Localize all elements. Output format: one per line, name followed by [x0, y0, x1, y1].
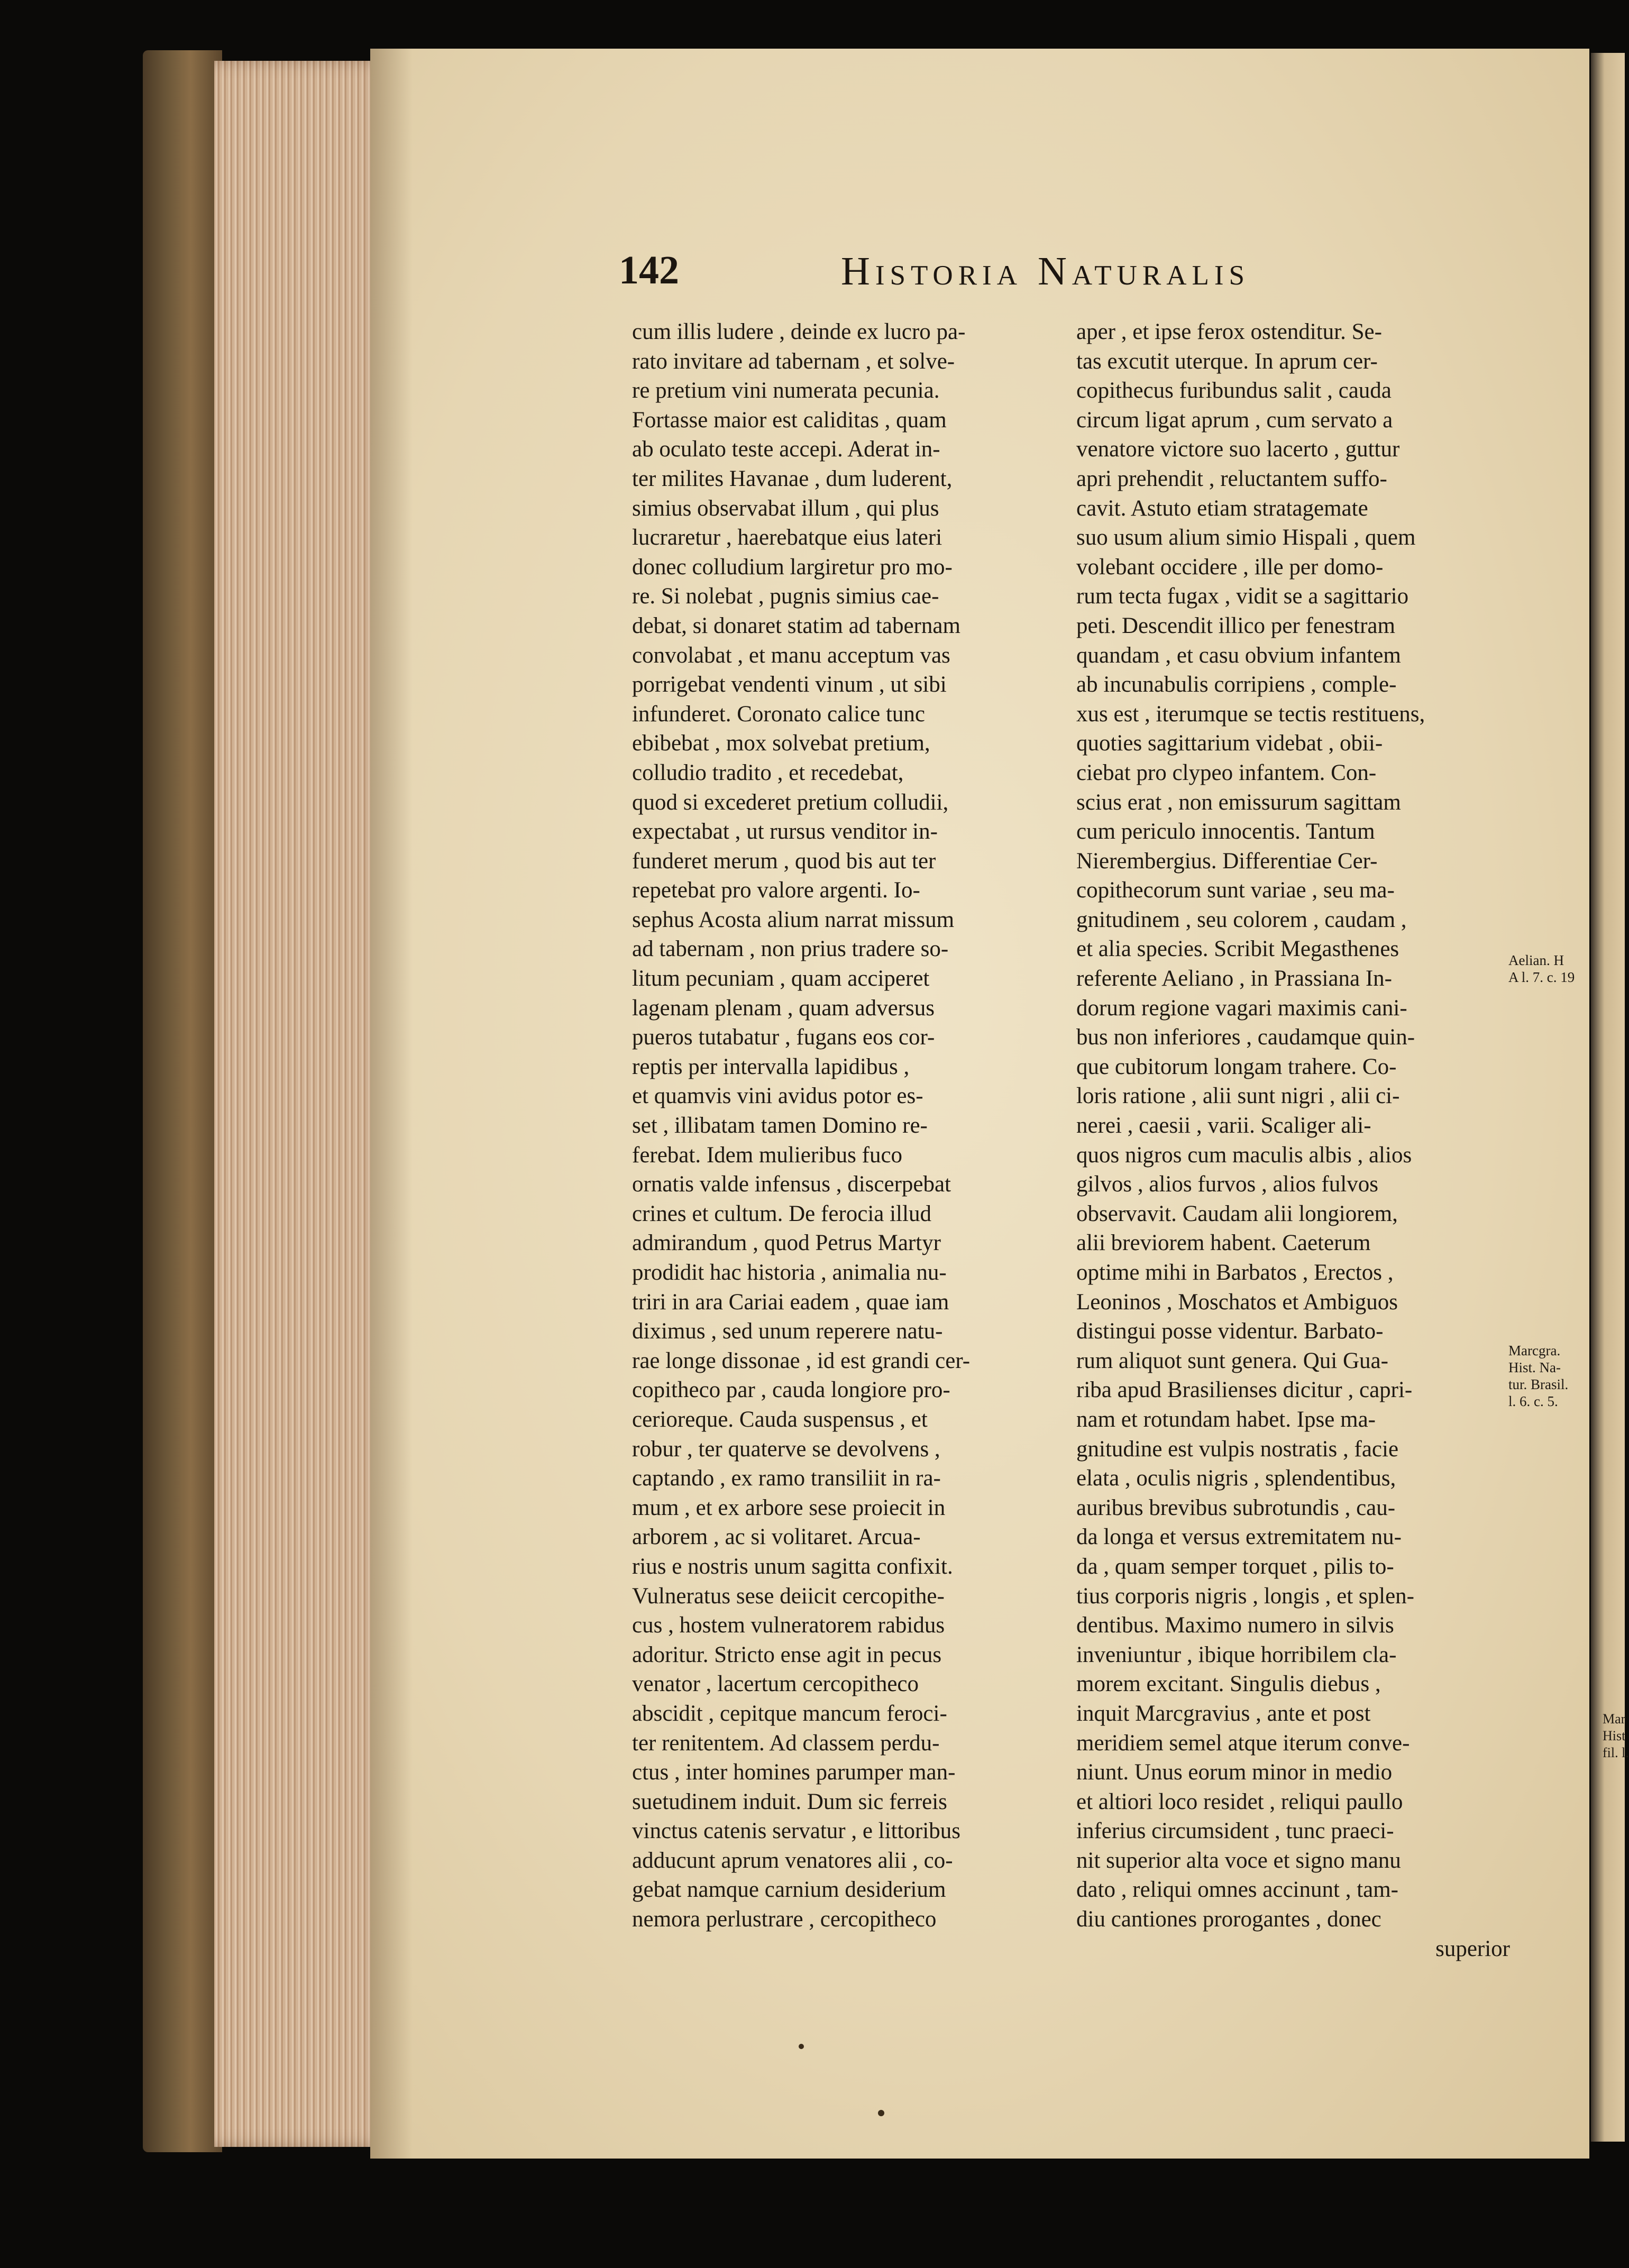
text-line: ebibebat , mox solvebat pretium,: [632, 731, 930, 756]
text-line: admirandum , quod Petrus Martyr: [632, 1231, 941, 1256]
text-line: sephus Acosta alium narrat missum: [632, 907, 955, 932]
catchword: superior: [1435, 1936, 1510, 1961]
text-line: rum aliquot sunt genera. Qui Gua-: [1076, 1348, 1388, 1373]
text-line: niunt. Unus eorum minor in medio: [1076, 1760, 1393, 1785]
text-line: distingui posse videntur. Barbato-: [1076, 1319, 1384, 1344]
text-line: ferebat. Idem mulieribus fuco: [632, 1142, 903, 1168]
text-line: colludio tradito , et recedebat,: [632, 760, 904, 785]
text-line: expectabat , ut rursus venditor in-: [632, 819, 938, 844]
left-column: [632, 317, 1071, 1934]
text-line: re. Si nolebat , pugnis simius cae-: [632, 584, 939, 609]
text-line: captando , ex ramo transiliit in ra-: [632, 1466, 941, 1491]
text-line: robur , ter quaterve se devolvens ,: [632, 1436, 940, 1462]
text-line: auribus brevibus subrotundis , cau-: [1076, 1495, 1396, 1520]
page-number: 142: [619, 248, 679, 292]
text-line: morem excitant. Singulis diebus ,: [1076, 1672, 1381, 1697]
margin-note-line: A l. 7. c. 19: [1508, 969, 1575, 985]
margin-note-edge: [1603, 1711, 1629, 1761]
margin-note-line: fil. l.: [1603, 1745, 1629, 1760]
text-line: aper , et ipse ferox ostenditur. Se-: [1076, 319, 1382, 344]
text-line: diu cantiones prorogantes , donec: [1076, 1907, 1381, 1932]
text-line: ornatis valde infensus , discerpebat: [632, 1172, 951, 1197]
text-line: lucraretur , haerebatque eius lateri: [632, 525, 942, 550]
text-line: observavit. Caudam alii longiorem,: [1076, 1201, 1398, 1226]
text-line: inveniuntur , ibique horribilem cla-: [1076, 1642, 1397, 1667]
text-line: Nierembergius. Differentiae Cer-: [1076, 848, 1378, 874]
running-head: Historia Naturalis: [841, 249, 1250, 293]
ink-spot: [878, 2110, 884, 2116]
text-line: pueros tutabatur , fugans eos cor-: [632, 1025, 935, 1050]
text-line: gilvos , alios furvos , alios fulvos: [1076, 1172, 1378, 1197]
text-line: donec colludium largiretur pro mo-: [632, 554, 953, 580]
text-line: peti. Descendit illico per fenestram: [1076, 613, 1395, 638]
text-line: bus non inferiores , caudamque quin-: [1076, 1025, 1415, 1050]
page-edges: [214, 61, 389, 2147]
text-line: circum ligat aprum , cum servato a: [1076, 407, 1393, 433]
text-line: ab incunabulis corripiens , comple-: [1076, 672, 1397, 697]
text-line: tius corporis nigris , longis , et splen-: [1076, 1583, 1414, 1609]
text-line: ciebat pro clypeo infantem. Con-: [1076, 760, 1377, 785]
text-line: et alia species. Scribit Megasthenes: [1076, 936, 1399, 962]
text-line: riba apud Brasilienses dicitur , capri-: [1076, 1378, 1413, 1403]
text-line: lagenam plenam , quam adversus: [632, 995, 935, 1021]
text-line: da , quam semper torquet , pilis to-: [1076, 1554, 1394, 1579]
text-line: inferius circumsident , tunc praeci-: [1076, 1819, 1394, 1844]
text-line: meridiem semel atque iterum conve-: [1076, 1730, 1410, 1756]
gutter-shadow: [370, 49, 413, 2159]
text-line: ctus , inter homines parumper man-: [632, 1760, 956, 1785]
text-line: loris ratione , alii sunt nigri , alii ci-: [1076, 1084, 1400, 1109]
next-page-edge: [1591, 53, 1625, 2142]
text-line: adoritur. Stricto ense agit in pecus: [632, 1642, 942, 1667]
text-line: copithecorum sunt variae , seu ma-: [1076, 878, 1395, 903]
text-line: cerioreque. Cauda suspensus , et: [632, 1407, 928, 1432]
text-line: re pretium vini numerata pecunia.: [632, 378, 940, 403]
text-line: Leoninos , Moschatos et Ambiguos: [1076, 1289, 1398, 1315]
right-column: [1076, 317, 1510, 1963]
text-line: cus , hostem vulneratorem rabidus: [632, 1613, 945, 1638]
text-line: quandam , et casu obvium infantem: [1076, 642, 1401, 668]
margin-note-line: Aelian. H: [1508, 952, 1564, 968]
text-line: et altiori loco residet , reliqui paullo: [1076, 1789, 1403, 1814]
text-line: xus est , iterumque se tectis restituens,: [1076, 701, 1425, 727]
text-line: debat, si donaret statim ad tabernam: [632, 613, 960, 638]
text-line: cavit. Astuto etiam stratagemate: [1076, 495, 1368, 521]
text-line: nemora perlustrare , cercopitheco: [632, 1907, 937, 1932]
text-line: Fortasse maior est caliditas , quam: [632, 407, 947, 433]
text-line: repetebat pro valore argenti. Io-: [632, 878, 920, 903]
text-line: ad tabernam , non prius tradere so-: [632, 936, 949, 962]
text-line: ab oculato teste accepi. Aderat in-: [632, 437, 940, 462]
text-line: gebat namque carnium desiderium: [632, 1877, 946, 1903]
margin-note-aelian: [1508, 952, 1575, 986]
text-line: tas excutit uterque. In aprum cer-: [1076, 348, 1378, 374]
margin-note-line: Mar: [1603, 1711, 1626, 1727]
text-line: mum , et ex arbore sese proiecit in: [632, 1495, 946, 1520]
text-line: quos nigros cum maculis albis , alios: [1076, 1142, 1412, 1168]
text-line: suetudinem induit. Dum sic ferreis: [632, 1789, 947, 1814]
text-line: dorum regione vagari maximis cani-: [1076, 995, 1407, 1021]
text-line: venator , lacertum cercopitheco: [632, 1672, 919, 1697]
text-line: ter renitentem. Ad classem perdu-: [632, 1730, 940, 1756]
text-line: apri prehendit , reluctantem suffo-: [1076, 466, 1387, 491]
text-line: et quamvis vini avidus potor es-: [632, 1084, 923, 1109]
text-line: reptis per intervalla lapidibus ,: [632, 1054, 910, 1079]
text-line: rius e nostris unum sagitta confixit.: [632, 1554, 953, 1579]
margin-note-line: Hist: [1603, 1728, 1626, 1743]
text-line: copithecus furibundus salit , cauda: [1076, 378, 1392, 403]
text-line: nam et rotundam habet. Ipse ma-: [1076, 1407, 1376, 1432]
text-line: dato , reliqui omnes accinunt , tam-: [1076, 1877, 1398, 1903]
text-line: nerei , caesii , varii. Scaliger ali-: [1076, 1113, 1371, 1138]
text-line: convolabat , et manu acceptum vas: [632, 642, 950, 668]
text-line: porrigebat vendenti vinum , ut sibi: [632, 672, 947, 697]
text-line: diximus , sed unum reperere natu-: [632, 1319, 943, 1344]
text-line: gnitudine est vulpis nostratis , facie: [1076, 1436, 1399, 1462]
text-line: simius observabat illum , qui plus: [632, 495, 939, 521]
margin-note-marcgrav: [1508, 1342, 1568, 1410]
book-spine: [143, 50, 222, 2152]
text-line: alii breviorem habent. Caeterum: [1076, 1231, 1371, 1256]
margin-note-line: l. 6. c. 5.: [1508, 1393, 1558, 1409]
text-line: litum pecuniam , quam acciperet: [632, 966, 930, 991]
text-line: vinctus catenis servatur , e littoribus: [632, 1819, 960, 1844]
margin-note-line: Hist. Na-: [1508, 1360, 1561, 1375]
text-line: quod si excederet pretium colludii,: [632, 789, 949, 815]
text-line: cum periculo innocentis. Tantum: [1076, 819, 1375, 844]
text-line: arborem , ac si volitaret. Arcua-: [632, 1525, 921, 1550]
text-line: rae longe dissonae , id est grandi cer-: [632, 1348, 971, 1373]
text-line: cum illis ludere , deinde ex lucro pa-: [632, 319, 966, 344]
ink-spot: [799, 2044, 804, 2049]
margin-note-line: tur. Brasil.: [1508, 1376, 1569, 1392]
text-line: volebant occidere , ille per domo-: [1076, 554, 1384, 580]
text-line: elata , oculis nigris , splendentibus,: [1076, 1466, 1396, 1491]
text-line: crines et cultum. De ferocia illud: [632, 1201, 931, 1226]
text-line: referente Aeliano , in Prassiana In-: [1076, 966, 1392, 991]
text-line: abscidit , cepitque mancum feroci-: [632, 1701, 947, 1726]
text-line: scius erat , non emissurum sagittam: [1076, 789, 1401, 815]
text-line: dentibus. Maximo numero in silvis: [1076, 1613, 1394, 1638]
margin-note-line: Marcgra.: [1508, 1343, 1561, 1358]
text-line: optime mihi in Barbatos , Erectos ,: [1076, 1260, 1394, 1285]
text-line: rum tecta fugax , vidit se a sagittario: [1076, 584, 1409, 609]
text-line: quoties sagittarium videbat , obii-: [1076, 731, 1383, 756]
text-line: que cubitorum longam trahere. Co-: [1076, 1054, 1397, 1079]
text-line: copitheco par , cauda longiore pro-: [632, 1378, 950, 1403]
text-line: gnitudinem , seu colorem , caudam ,: [1076, 907, 1407, 932]
text-line: da longa et versus extremitatem nu-: [1076, 1525, 1402, 1550]
text-line: funderet merum , quod bis aut ter: [632, 848, 936, 874]
text-line: triri in ara Cariai eadem , quae iam: [632, 1289, 949, 1315]
text-line: infunderet. Coronato calice tunc: [632, 701, 926, 727]
text-line: set , illibatam tamen Domino re-: [632, 1113, 928, 1138]
text-line: venatore victore suo lacerto , guttur: [1076, 437, 1400, 462]
text-line: ter milites Havanae , dum luderent,: [632, 466, 953, 491]
text-line: nit superior alta voce et signo manu: [1076, 1848, 1401, 1873]
text-line: rato invitare ad tabernam , et solve-: [632, 348, 955, 374]
text-line: suo usum alium simio Hispali , quem: [1076, 525, 1416, 550]
text-line: Vulneratus sese deiicit cercopithe-: [632, 1583, 945, 1609]
text-line: adducunt aprum venatores alii , co-: [632, 1848, 953, 1873]
text-line: inquit Marcgravius , ante et post: [1076, 1701, 1371, 1726]
text-line: prodidit hac historia , animalia nu-: [632, 1260, 947, 1285]
